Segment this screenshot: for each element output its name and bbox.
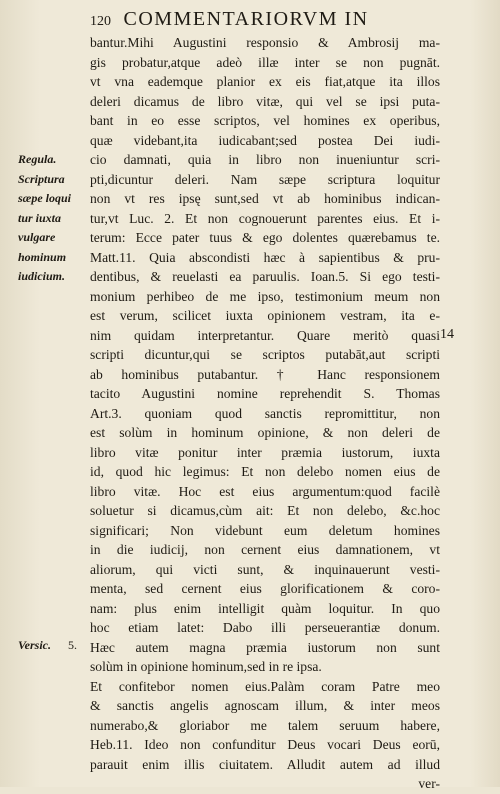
text-line: tacito Augustini nomine reprehendit S. Thomas <box>90 386 440 401</box>
catchword: ver- <box>418 776 440 791</box>
text-line: non vt res ipsę sunt,sed vt ab hominibus indican- <box>90 191 440 206</box>
text-line: aliorum, qui victi sunt, & inquinauerunt vesti- <box>90 561 440 577</box>
right-margin-number: 14 <box>440 327 454 342</box>
text-line: numerabo,& gloriabor me talem seruum habere, <box>90 717 440 733</box>
text-line: est verum, scilicet iuxta opinionem vestram, ita e- <box>90 308 440 323</box>
text-line: solùm in opinione hominum,sed in re ipsa. <box>90 659 322 674</box>
text-line: bant in eo esse scriptos, vel homines ex operibus, <box>90 113 440 128</box>
text-line: est solùm in hominum opinione, & non deleri de <box>90 425 440 440</box>
margin-note-line: sæpe loqui <box>18 191 72 205</box>
margin-versic-label: Versic. 5. <box>18 638 77 652</box>
text-line: Art.3. quoniam quod sanctis repromittitur, non <box>90 405 440 421</box>
text-line: terum: Ecce pater tuus & ego dolentes quærebamus te. <box>90 230 440 245</box>
text-line: monium perhibeo de me ipso, testimonium meum non <box>90 288 440 304</box>
running-header <box>90 8 490 32</box>
margin-note-line: iudicium. <box>18 269 66 283</box>
text-line: tur,vt Luc. 2. Et non cognouerunt parentes eius. Et i- <box>90 210 440 226</box>
text-line: libro vitæ. Hoc est eius argumentum:quod facilè <box>90 483 440 499</box>
margin-note-regula <box>18 150 88 287</box>
text-line: menta, sed cernent eius glorificationem & coro- <box>90 581 440 596</box>
text-line: nam: plus enim intelligit quàm loquitur. In quo <box>90 600 440 616</box>
text-line: bantur.Mihi Augustini responsio & Ambrosij ma- <box>90 35 440 50</box>
text-line: Et confitebor nomen eius.Palàm coram Patre meo <box>90 678 440 694</box>
text-line: Heb.11. Ideo non confunditur Deus vocari Deus eorū, <box>90 737 440 752</box>
text-line: nim quidam interpretantur. Quare meritò quasi <box>90 327 440 343</box>
text-line: in die iudicij, non cernent eius damnationem, vt <box>90 542 440 557</box>
text-line: quæ videbant,ita iudicabant;sed postea Dei iudi- <box>90 132 440 148</box>
text-line: parauit enim illis ciuitatem. Alludit autem ad illud <box>90 756 440 772</box>
body-text <box>90 33 440 794</box>
text-line: gis probatur,atque adeò illæ inter se non pugnāt. <box>90 54 440 70</box>
text-line: pti,dicuntur deleri. Nam sæpe scriptura loquitur <box>90 171 440 187</box>
text-line: ab hominibus putabantur. † Hanc responsionem <box>90 366 440 382</box>
text-line: Hæc autem magna præmia iustorum non sunt <box>90 639 440 655</box>
text-line: id, quod hic legimus: Et non delebo nomen eius de <box>90 464 440 479</box>
text-line: deleri dicamus de libro vitæ, qui vel se ipsi puta- <box>90 93 440 109</box>
text-line: scripti dicuntur,qui se scriptos putabāt,aut scripti <box>90 347 440 362</box>
text-line: Matt.11. Quia abscondisti hæc à sapientibus & pru- <box>90 249 440 265</box>
text-line: cio damnati, quia in libro non inueniuntur scri- <box>90 152 440 167</box>
text-line: hoc etiam latet: Dabo illi perseuerantiæ donum. <box>90 620 440 635</box>
running-title: COMMENTARIORVM IN <box>123 8 369 30</box>
margin-note-line: tur iuxta <box>18 210 62 225</box>
text-line: significari; Non videbunt eum deletum homines <box>90 522 440 538</box>
text-line: libro vitæ ponitur inter præmia iustorum, iuxta <box>90 444 440 460</box>
margin-note-line: hominum <box>18 249 67 264</box>
margin-note-line: vulgare <box>18 230 56 244</box>
text-line: dentibus, & reuelasti ea paruulis. Ioan.5. Si ego testi- <box>90 269 440 284</box>
text-line: vt vna eademque planior ex eis fiat,atque ita illos <box>90 74 440 89</box>
text-line: soluetur si dicamus,cùm ait: Et non delebo, &c.hoc <box>90 503 440 518</box>
margin-note-line: Regula. <box>18 152 57 166</box>
text-line: & sanctis angelis agnoscam illum, & inter meos <box>90 698 440 713</box>
page-number: 120 <box>90 14 111 29</box>
margin-note-line: Scriptura <box>18 171 65 186</box>
